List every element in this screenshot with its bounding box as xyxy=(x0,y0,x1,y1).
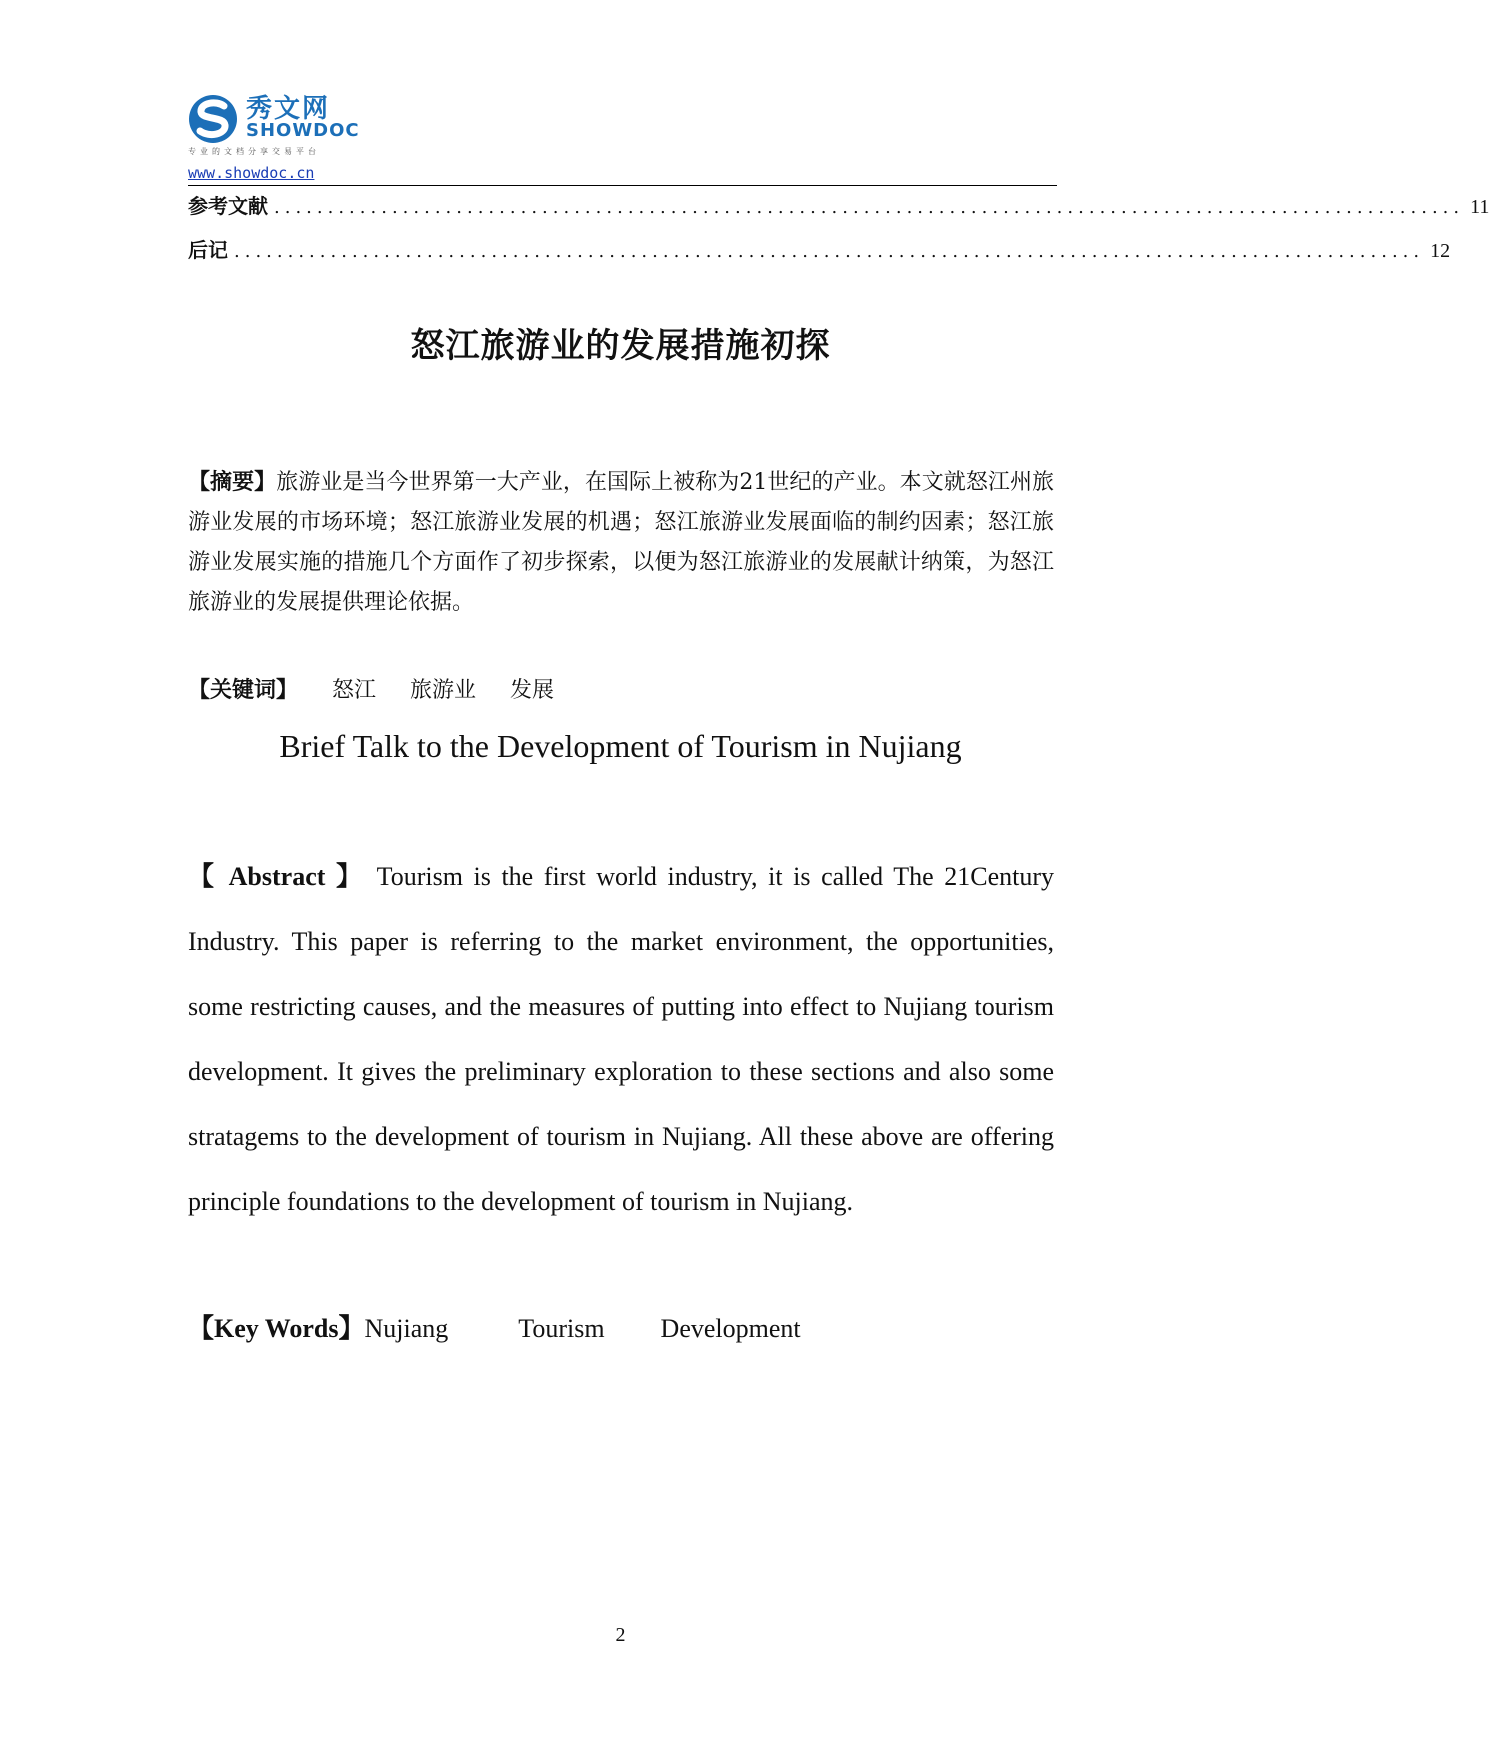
toc-entry-title: 参考文献 xyxy=(188,194,268,218)
logo-chinese-text: 秀文网 xyxy=(246,94,331,124)
english-title: Brief Talk to the Development of Tourism in Nujiang xyxy=(279,728,962,764)
header-divider xyxy=(188,185,1057,186)
chinese-keyword: 发展 xyxy=(510,678,555,703)
chinese-keyword: 旅游业 xyxy=(410,678,477,703)
toc-entry-page: 11 xyxy=(1470,196,1489,218)
chinese-abstract-text: 旅游业是当今世界第一大产业，在国际上被称为21世纪的产业。本文就怒江州旅游业发展的市场环境；怒江旅游业发展的机遇；怒江旅游业发展面临的制约因素；怒江旅游业发展实施的措施几个方面作了初步探索，以便为怒江旅游业的发展献计纳策，为怒江旅游业的发展提供理论依据。 xyxy=(188,470,1054,615)
chinese-keywords-label: 【关键词】 xyxy=(188,677,299,703)
english-keyword: Tourism xyxy=(518,1314,605,1343)
showdoc-s-logo-icon xyxy=(188,94,238,144)
chinese-abstract-label: 【摘要】 xyxy=(188,469,277,495)
toc-leader-dots: ............................................................................................................... xyxy=(274,197,1465,218)
showdoc-logo xyxy=(188,92,368,162)
chinese-title: 怒江旅游业的发展措施初探 xyxy=(410,326,831,366)
english-abstract-label: 【 Abstract 】 xyxy=(188,862,367,891)
toc-entry-page: 12 xyxy=(1430,240,1451,262)
page-number: 2 xyxy=(615,1624,626,1646)
english-keywords xyxy=(188,1308,801,1345)
toc-entry[interactable] xyxy=(188,234,1451,262)
chinese-keyword: 怒江 xyxy=(332,678,377,703)
english-keywords-label: 【Key Words】 xyxy=(188,1314,365,1343)
english-abstract xyxy=(188,844,1054,1234)
toc-leader-dots: ............................................................................................................... xyxy=(234,241,1425,262)
english-keyword: Nujiang xyxy=(364,1314,449,1343)
logo-english-text: SHOWDOC xyxy=(246,120,360,141)
toc-entry[interactable] xyxy=(188,190,1489,218)
site-link[interactable]: www.showdoc.cn xyxy=(188,164,315,182)
toc-entry-title: 后记 xyxy=(188,238,228,262)
logo-tagline: 专业的文档分享交易平台 xyxy=(188,147,320,156)
chinese-keywords xyxy=(188,673,554,704)
chinese-abstract xyxy=(188,462,1054,623)
english-abstract-text: Tourism is the first world industry, it is called The 21Century Industry. This paper is referring to the market environment, the opportunities, some restricting causes, and the measures of putting into effect to Nujiang tourism development. It gives the preliminary exploration to these sections and also some stratagems to the development of tourism in Nujiang. All these above are offering principle foundations to the development of tourism in Nujiang. xyxy=(188,862,1055,1216)
english-keyword: Development xyxy=(660,1314,801,1343)
